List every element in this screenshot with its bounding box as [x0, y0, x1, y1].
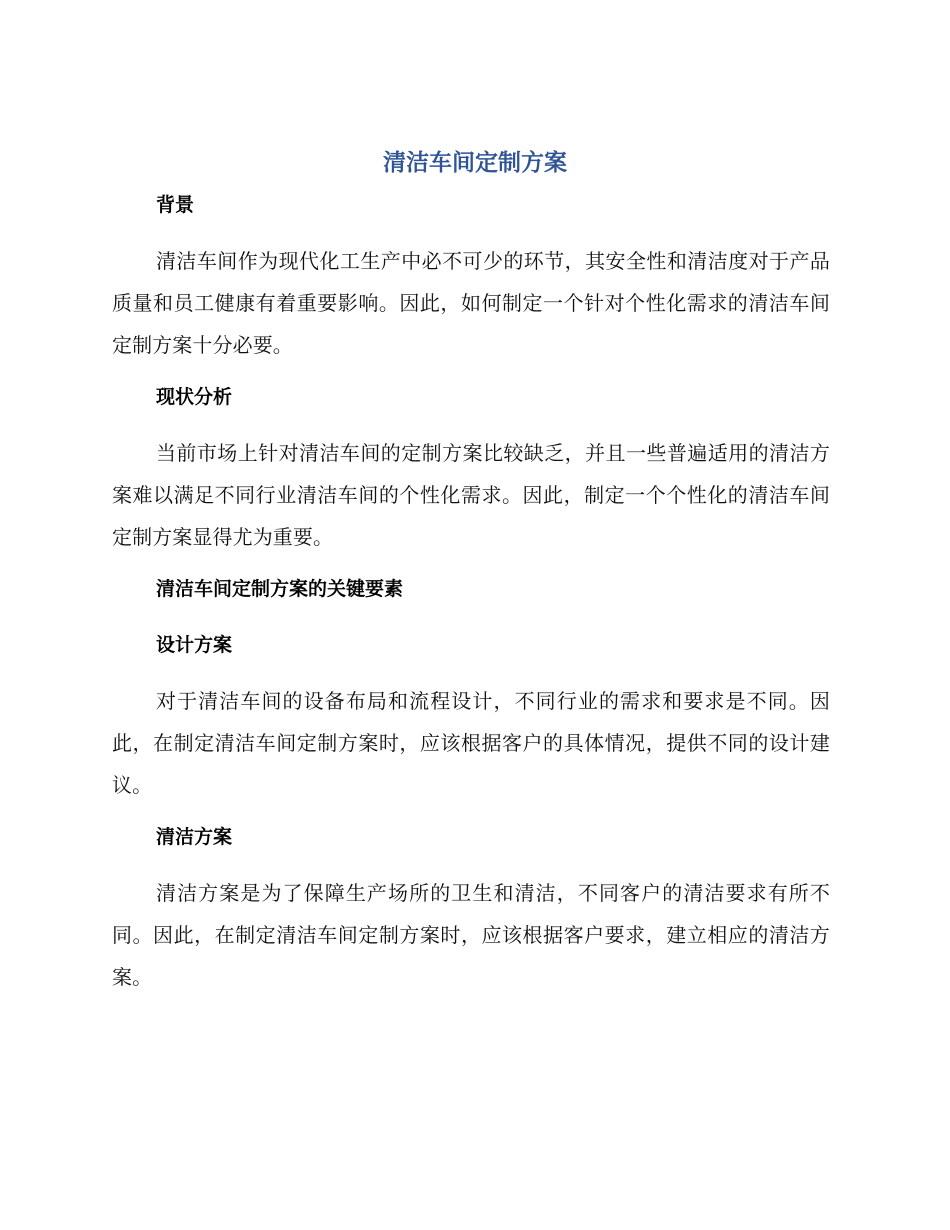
section-paragraph-design-plan: 对于清洁车间的设备布局和流程设计，不同行业的需求和要求是不同。因此，在制定清洁车间定制方案时，应该根据客户的具体情况，提供不同的设计建议。 — [112, 689, 830, 797]
document-title: 清洁车间定制方案 — [383, 150, 567, 176]
section-paragraph-background: 清洁车间作为现代化工生产中必不可少的环节，其安全性和清洁度对于产品质量和员工健康有着重要影响。因此，如何制定一个针对个性化需求的清洁车间定制方案十分必要。 — [112, 249, 830, 357]
section-heading-key-elements: 清洁车间定制方案的关键要素 — [156, 578, 404, 600]
document-body — [112, 184, 830, 1008]
section-paragraph-cleaning-plan: 清洁方案是为了保障生产场所的卫生和清洁，不同客户的清洁要求有所不同。因此，在制定清洁车间定制方案时，应该根据客户要求，建立相应的清洁方案。 — [112, 881, 830, 989]
section-heading-background: 背景 — [156, 194, 195, 216]
section-paragraph-status-analysis: 当前市场上针对清洁车间的定制方案比较缺乏，并且一些普遍适用的清洁方案难以满足不同行业清洁车间的个性化需求。因此，制定一个个性化的清洁车间定制方案显得尤为重要。 — [112, 441, 830, 549]
section-heading-status-analysis: 现状分析 — [156, 386, 233, 408]
section-heading-cleaning-plan: 清洁方案 — [156, 826, 233, 848]
section-heading-design-plan: 设计方案 — [156, 634, 233, 656]
